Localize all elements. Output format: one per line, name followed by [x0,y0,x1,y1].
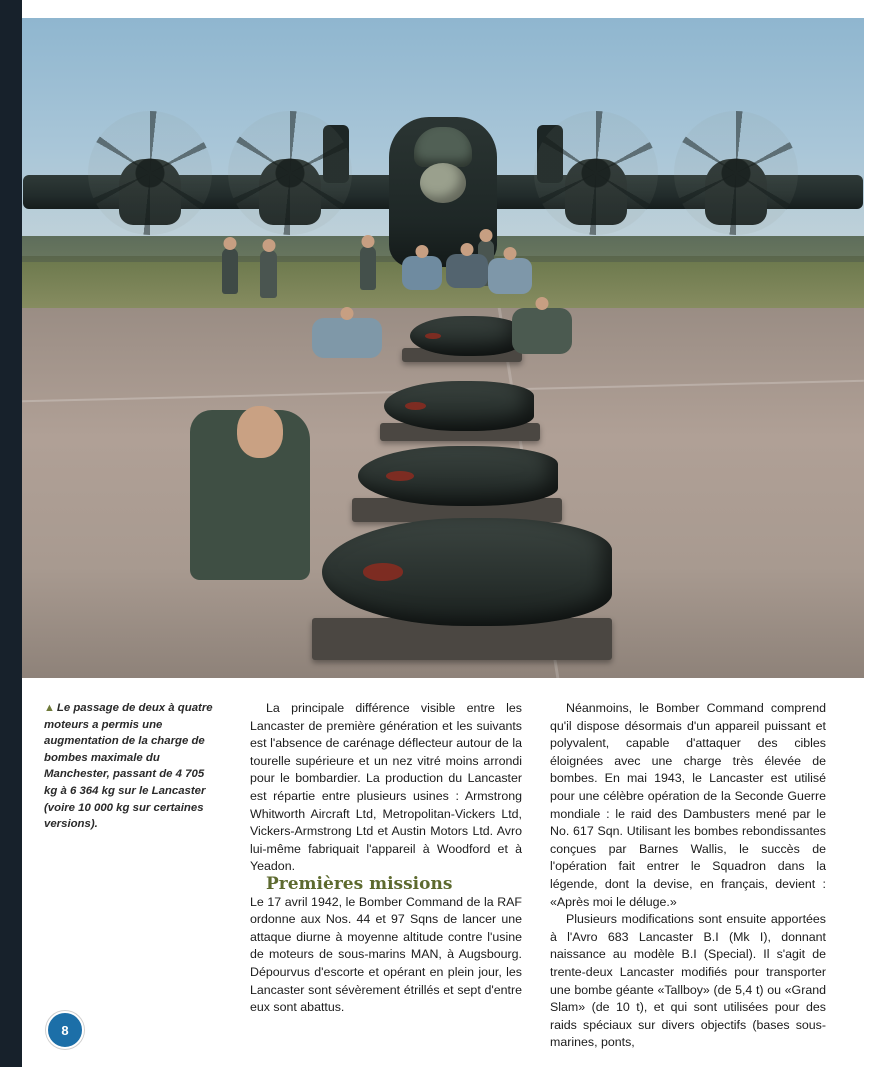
section-heading-premieres-missions: Premières missions [266,873,453,894]
bomb-ring [363,563,404,580]
paragraph: La principale différence visible entre les Lancaster de première génération et les suivants est l'absence de carénage déflecteur autour de la tourelle supérieure et un nez vitré moins arrondi pour le bombardier. La production du Lancaster est répartie entre plusieurs usines : Armstrong Whitworth Aircraft Ltd, Metropolitan-Vickers Ltd, Vickers-Armstrong Ltd et Austin Motors Ltd. Avro lui-même fabriquait l'appareil à Woodford et à Yeadon. [250,701,522,874]
crew-head [237,406,283,458]
bomb-ring [405,402,426,410]
crew-head [504,247,517,260]
bomb-trolley-line [22,18,864,678]
article-body [22,700,864,1050]
lancaster-photo [22,18,864,678]
photo-caption [44,700,214,833]
paragraph: Le 17 avril 1942, le Bomber Command de la RAF ordonne aux Nos. 44 et 97 Sqns de lancer une attaque diurne à moyenne altitude contre l'usine de moteurs de sous-marins MAN, à Augsbourg. Dépourvus d'escorte et opérant en plein jour, les Lancaster sont sévèrement étrillés et sept d'entre eux sont abattus. [250,894,522,1015]
paragraph: Plusieurs modifications sont ensuite apportées à l'Avro 683 Lancaster B.I (Mk I), donnant naissance au modèle B.I (Special). Il s'agit de trente-deux Lancaster modifiés pour transporter une bombe géante «Tallboy» (de 5,4 t) ou «Grand Slam» (de 10 t), et qui sont utilisées pour des raids spéciaux sur divers objectifs (bases sous-marines, ponts, [550,912,826,1050]
crew-head [480,229,493,242]
ground-crew-member [512,308,572,354]
crew-head [416,245,429,258]
crew-head [461,243,474,256]
ground-crew-member [312,318,382,358]
bomb [358,446,558,506]
page-spine [0,0,22,1067]
ground-crew-member [222,248,238,294]
bomb [322,518,612,626]
crew-head [341,307,354,320]
caption-text: Le passage de deux à quatre moteurs a permis une augmentation de la charge de bombes maximale du Manchester, passant de 4 705 kg à 6 364 kg sur le Lancaster (voire 10 000 kg sur certaines versions). [44,702,213,831]
crew-head [262,239,275,252]
page-number-badge: 8 [46,1011,84,1049]
ground-crew-member-foreground [190,410,310,580]
crew-head [224,237,237,250]
column-middle [250,700,522,1017]
crew-head [362,235,375,248]
ground-crew-member [360,246,376,290]
bomb [410,316,520,356]
ground-crew-member [446,254,488,288]
paragraph: Néanmoins, le Bomber Command comprend qu'il dispose désormais d'un appareil puissant et polyvalent, capable d'attaquer des cibles éloignées avec une charge très élevée de bombes. En mai 1943, le Lancaster est utilisé pour une célèbre opération de la Seconde Guerre mondiale : le raid des Dambusters mené par le No. 617 Sqn. Utilisant les bombes rebondissantes conçues par Barnes Wallis, le succès de l'opération fait entrer le Squadron dans la légende, dont la devise, en français, devient : «Après moi le déluge.» [550,701,826,909]
bomb [384,381,534,431]
caption-marker-icon: ▲ [44,702,55,714]
crew-head [536,297,549,310]
column-right [550,700,826,1052]
ground-crew-member [402,256,442,290]
ground-crew-member [260,250,277,298]
bomb-ring [425,333,440,339]
bomb-ring [386,471,414,481]
ground-crew-member [488,258,532,294]
